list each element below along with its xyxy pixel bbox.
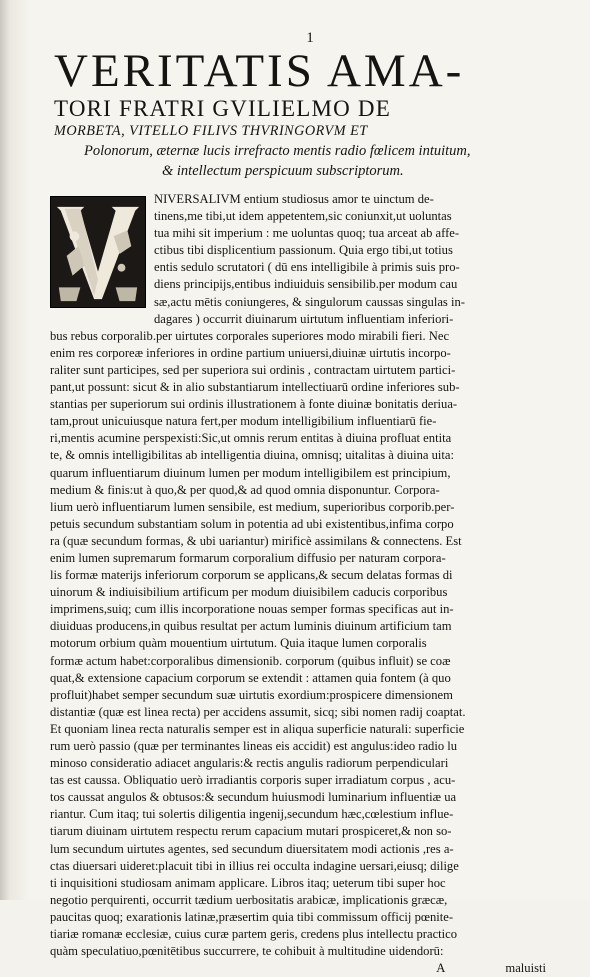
title-line-2: TORI FRATRI GVILIELMO DE — [54, 96, 391, 121]
body-line: negotio perquirenti, occurrit tædium uerbositatis arabicæ, implicationis græcæ, — [50, 892, 448, 907]
body-line: ti inquisitioni studiosam animam applicare. Libros itaq; ueterum tibi super hoc — [50, 875, 446, 890]
body-line: enim res corporeæ inferiores in ordine partium uniuersi,diuinæ uirtutis incorpo- — [50, 345, 451, 360]
body-line: imprimens,suiq; cum illis incorporatione nouas semper formas specificas aut in- — [50, 602, 454, 617]
title-line-4: Polonorum, æternæ lucis irrefracto mentis radio fœlicem intuitum, — [84, 143, 471, 159]
body-line: ra (quæ secundum formas, & ubi uariantur) mirificè assimilans & connectens. Est — [50, 533, 462, 548]
body-line: tua mihi sit imperium : me uoluntas quoq; tua arceat ab affe- — [154, 226, 460, 241]
body-text — [50, 191, 550, 977]
body-line: Et quoniam linea recta naturalis semper est in aliqua superficie naturali: superficie — [50, 721, 465, 736]
body-line: distantiæ (quæ est linea recta) per accidens assumit, sicq; sibi nomen radij coaptat. — [50, 704, 466, 719]
body-line: tiariæ romanæ ecclesiæ, cuius curæ partem geris, credens plus intellectu practico — [50, 927, 458, 942]
body-line: stantias per superiorum sui ordinis illustrationem à fonte diuinæ bonitatis deriua- — [50, 397, 458, 412]
body-line: sæ,actu mētis coniungeres, & singulorum caussas singulas in- — [154, 294, 465, 309]
body-line: enim lumen supremarum formarum corporalium diffusio per naturam corpora- — [50, 550, 446, 565]
body-line: tinens,me tibi,ut idem appetentem,sic coniunxit,ut uoluntas — [154, 209, 452, 224]
body-line: diens principijs,entibus indiuiduis sensibilib.per modum cau — [154, 277, 458, 292]
body-line: ctas diuersari uideret:placuit tibi in illius rei occulta indagine uersari,eiusq; dilige — [50, 858, 459, 873]
body-line: te, & omnis intelligibilitas ab intelligentia diuina, omnisq; uitalitas à diuina uita: — [50, 448, 454, 463]
body-line: lis formæ materijs inferiorum corporum se applicans,& secum delatas formas di — [50, 568, 453, 583]
body-line: pant,ut possunt: sicut & in alio substantiarum intellectiuarū ordine inferiores sub- — [50, 380, 460, 395]
body-line: minoso consideratio adiacet angularis:& rectis angulis radiorum perpendiculari — [50, 756, 449, 771]
body-line: rum uerò passio (quæ per terminantes lineas eis accidit) est angulus:ideo radio lu — [50, 739, 458, 753]
page-foot — [50, 960, 550, 977]
body-line: tiarum diuinam uirtutem respectu rerum capacium mutari prospiceret,& non so- — [50, 824, 452, 839]
title-line-1: VERITATIS AMA- — [54, 45, 465, 97]
title-line-3: MORBETA, VITELLO FILIVS THVRINGORVM ET — [54, 123, 368, 139]
body-line: diuiduas producens,in quibus resultat per actum luminis diuinum artificium tam — [50, 619, 452, 634]
body-line: petuis secundum substantiam solum in potentia ad ubi existentibus,infima corpo — [50, 516, 454, 531]
body-line: bus rebus corporalib.per uirtutes corporales superiores modo mirabili fieri. Nec — [50, 328, 450, 343]
body-line: entis sedulo scrutatori ( dū ens intelligibile à primis suis pro- — [154, 260, 460, 275]
body-line: lium uerò influentiarum lumen sensibile, est medium, superioribus corporib.per- — [50, 499, 455, 514]
body-line: raliter sunt participes, sed per superiora sui ordinis , contractam uirtutem partici- — [50, 362, 456, 377]
body-line: quàm speculatiuo,pœnitētibus succurrere, te cohibuit à multitudine uidendorū: — [50, 944, 444, 959]
body-line: ctibus tibi displicentium passionum. Quia ergo tibi,ut totius — [154, 243, 453, 258]
body-line: paucitas quoq; exarationis latinæ,præsertim quia tibi commissum officij pœnite- — [50, 909, 454, 924]
catchword: maluisti — [505, 961, 546, 976]
body-line: lum secundum uirtutes agentes, sed secundum diuersitatem modi actionis ,res a- — [50, 841, 454, 856]
body-line: tam,prout unicuiusque natura fert,per modum intelligibilium influentiarū fie- — [50, 414, 437, 429]
body-line: ri,mentis acumine perspexisti:Sic,ut omnis rerum entitas à diuina profluat entita — [50, 431, 452, 446]
decorated-initial-v — [50, 196, 146, 308]
body-line: profluit)habet semper secundum suæ uirtutis exordium:prospicere dimensionem — [50, 687, 453, 702]
body-line: quat,& extensione capacium corporum se extendit : attamen quia fontem (à quo — [50, 670, 451, 685]
body-line: motorum orbium quàm mouentium uirtutum. Quia itaque lumen corporalis — [50, 636, 427, 651]
body-line: tas est caussa. Obliquatio uerò irradiantis corporis super irradiatum corpus , acu- — [50, 773, 456, 788]
body-line: NIVERSALIVM entium studiosus amor te uinctum de- — [154, 192, 434, 206]
title-line-5: & intellectum perspicuum subscriptorum. — [162, 163, 404, 179]
body-line: tos caussat angulos & obtusos:& secundum huiusmodi luminarium influentiæ ua — [50, 790, 457, 805]
folio-number: 1 — [306, 30, 314, 46]
signature-mark: A — [436, 961, 446, 976]
body-line: uinorum & indiuisibilium artificum per modum diuisibilem caducis corporibus — [50, 585, 448, 600]
body-line: formæ actum habet:corporalibus dimensionib. corporum (quibus influit) se coæ — [50, 653, 451, 668]
body-line: medium & finis:ut à quo,& per quod,& ad quod omnia disponuntur. Corpora- — [50, 482, 440, 497]
body-line: quarum influentiarum diuinum lumen per modum intelligibilem est principium, — [50, 465, 451, 480]
body-line: dagares ) occurrit diuinarum uirtutum influentiam inferiori- — [154, 311, 454, 326]
body-line: riantur. Cum itaq; tui solertis diligentia ingenij,secundum hæc,cœlestium influe- — [50, 807, 454, 822]
